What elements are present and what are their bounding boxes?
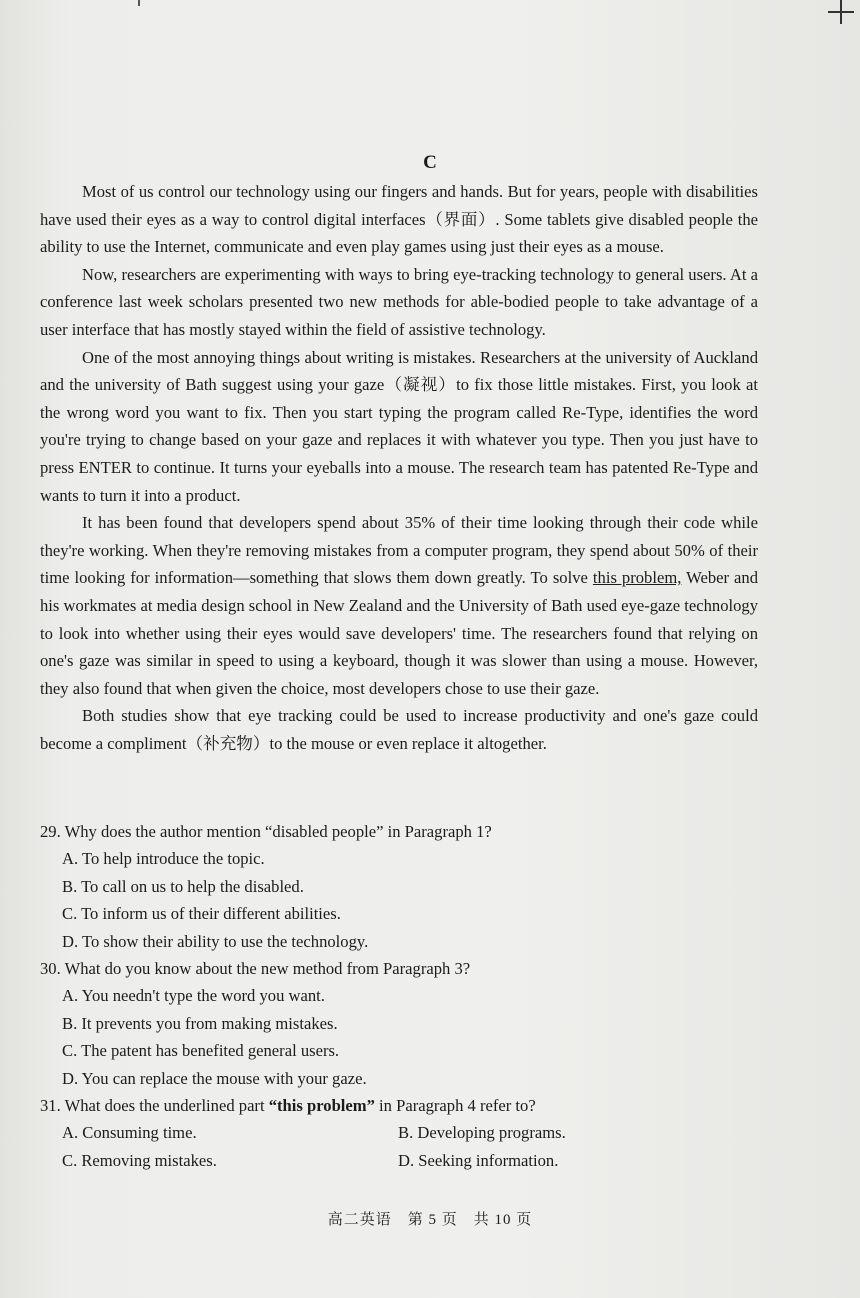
option-row	[62, 1147, 770, 1174]
option-c[interactable]: C. The patent has benefited general users.	[62, 1041, 340, 1061]
option-a[interactable]: A. To help introduce the topic.	[62, 849, 265, 869]
question-29	[40, 818, 770, 955]
paragraph-1: Most of us control our technology using our fingers and hands. But for years, people with disabilities have used their eyes as a way to control digital interfaces（界面）. Some tablets give disabled people the ability to use the Internet, communicate and even play games using just their eyes as a mouse.	[40, 182, 758, 257]
option-d[interactable]: D. You can replace the mouse with your gaze.	[62, 1068, 367, 1088]
underlined-phrase: this problem,	[592, 568, 682, 588]
option-d[interactable]: D. To show their ability to use the technology.	[62, 931, 369, 951]
option-row	[62, 1119, 770, 1146]
crop-mark-icon	[828, 0, 854, 24]
option-c[interactable]: C. To inform us of their different abilities.	[62, 904, 341, 924]
option-c[interactable]: C. Removing mistakes.	[62, 1150, 217, 1170]
reading-passage	[40, 178, 758, 757]
paragraph-4-text-b: Weber and his workmates at media design school in New Zealand and the University of Bath used eye-gaze technology to look into whether using their eyes would save developers' time. The researchers found that relying on one's gaze was similar in speed to using a keyboard, though it was slower than using a mouse. However, they also found that when given the choice, most developers chose to use their gaze.	[40, 568, 759, 698]
question-31	[40, 1092, 770, 1174]
paragraph-3: One of the most annoying things about writing is mistakes. Researchers at the university of Auckland and the university of Bath suggest using your gaze（凝视）to fix those little mistakes. First, you look at the wrong word you want to fix. Then you start typing the program called Re-Type, identifies the word you're trying to change based on your gaze and replaces it with whatever you type. Then you just have to press ENTER to continue. It turns your eyeballs into a mouse. The research team has patented Re-Type and wants to turn it into a product.	[40, 347, 758, 505]
option-b[interactable]: B. Developing programs.	[398, 1123, 566, 1143]
paragraph-4-text-a: It has been found that developers spend about 35% of their time looking through their code while they're working. When they're removing mistakes from a computer program, they spend about 50% of their time looking for information—something that slows them down greatly. To solve	[40, 513, 758, 588]
question-30	[40, 955, 770, 1092]
page-footer: 高二英语 第 5 页 共 10 页	[327, 1212, 533, 1228]
section-title: C	[423, 152, 437, 173]
option-b[interactable]: B. To call on us to help the disabled.	[62, 876, 304, 896]
paragraph-5: Both studies show that eye tracking could be used to increase productivity and one's gaze could become a compliment（补充物）to the mouse or even replace it altogether.	[40, 706, 758, 753]
option-b[interactable]: B. It prevents you from making mistakes.	[62, 1013, 338, 1033]
question-stem-bold: “this problem”	[268, 1096, 375, 1116]
question-list	[40, 818, 770, 1174]
question-stem	[40, 1092, 770, 1119]
option-a[interactable]: A. You needn't type the word you want.	[62, 986, 325, 1006]
question-stem-text-b: in Paragraph 4 refer to?	[374, 1096, 536, 1116]
question-stem: 30. What do you know about the new method from Paragraph 3?	[40, 959, 471, 979]
paragraph-4	[40, 509, 758, 702]
question-stem: 29. Why does the author mention “disabled people” in Paragraph 1?	[40, 822, 492, 841]
option-d[interactable]: D. Seeking information.	[398, 1150, 559, 1170]
paragraph-2: Now, researchers are experimenting with ways to bring eye-tracking technology to general users. At a conference last week scholars presented two new methods for able-bodied people to take advantage of a user interface that has mostly stayed within the field of assistive technology.	[40, 264, 758, 339]
scan-mark	[138, 0, 140, 6]
option-a[interactable]: A. Consuming time.	[62, 1123, 197, 1143]
question-stem-text-a: 31. What does the underlined part	[40, 1096, 269, 1116]
